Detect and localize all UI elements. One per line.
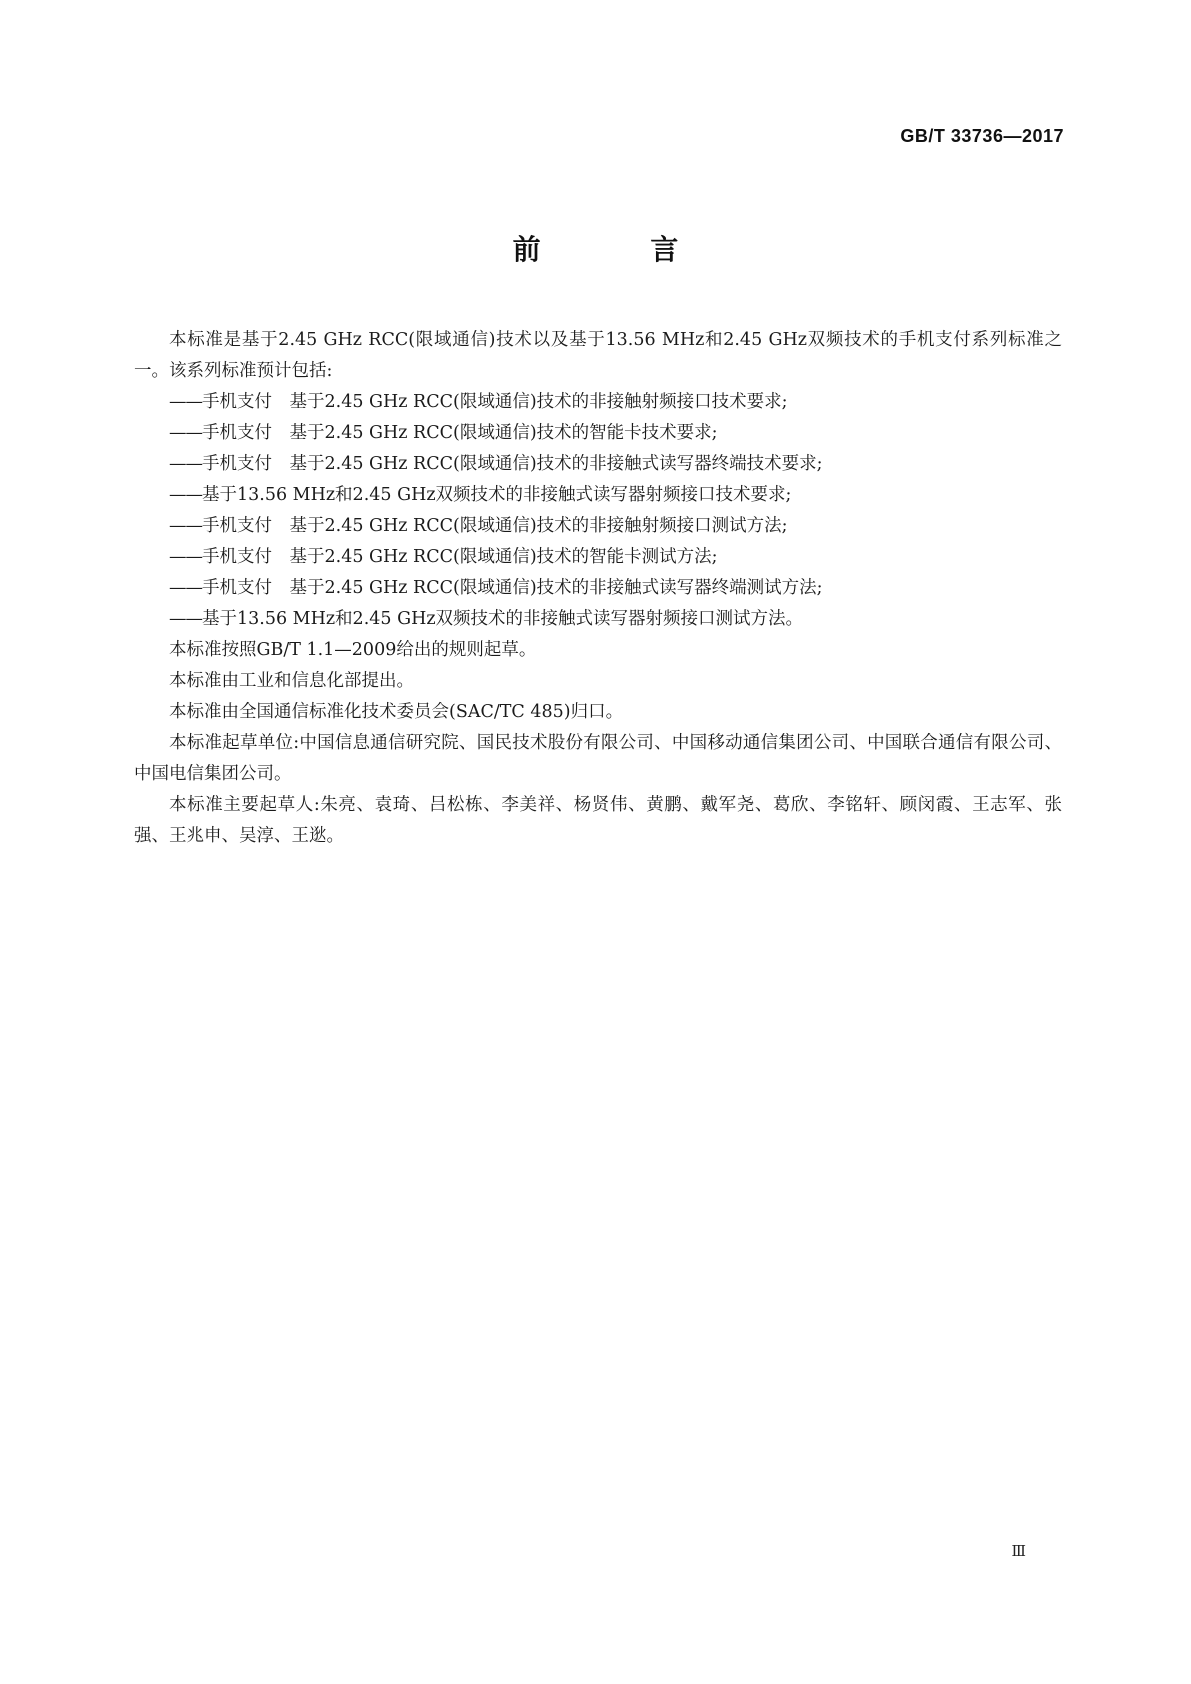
standard-code: GB/T 33736—2017 xyxy=(900,126,1064,146)
page-number: Ⅲ xyxy=(1011,1544,1026,1560)
drafters-paragraph: 本标准主要起草人:朱亮、袁琦、吕松栋、李美祥、杨贤伟、黄鹏、戴军尧、葛欣、李铭轩、顾闵霞、王志军、张强、王兆申、吴淳、王逖。 xyxy=(134,795,1062,846)
list-item xyxy=(134,449,1062,480)
list-item-prefix: 手机支付 xyxy=(202,547,272,567)
list-item-text: 基于2.45 GHz RCC(限域通信)技术的智能卡测试方法; xyxy=(289,547,718,567)
em-dash: —— xyxy=(169,423,202,443)
list-item-prefix: 手机支付 xyxy=(202,423,272,443)
series-list xyxy=(134,387,1062,635)
list-item xyxy=(134,604,1062,635)
list-item-text: 基于13.56 MHz和2.45 GHz双频技术的非接触式读写器射频接口技术要求; xyxy=(202,485,792,505)
list-item-prefix: 手机支付 xyxy=(202,578,272,598)
list-item-prefix: 手机支付 xyxy=(202,454,272,474)
list-item xyxy=(134,418,1062,449)
foreword-body xyxy=(134,325,1062,852)
list-item xyxy=(134,542,1062,573)
list-item-text: 基于2.45 GHz RCC(限域通信)技术的非接触射频接口技术要求; xyxy=(289,392,788,412)
em-dash: —— xyxy=(169,454,202,474)
list-item-text: 基于2.45 GHz RCC(限域通信)技术的非接触式读写器终端测试方法; xyxy=(289,578,823,598)
drafting-rules-paragraph: 本标准按照GB/T 1.1—2009给出的规则起草。 xyxy=(169,640,537,660)
list-item-text: 基于2.45 GHz RCC(限域通信)技术的智能卡技术要求; xyxy=(289,423,718,443)
list-item xyxy=(134,387,1062,418)
list-item xyxy=(134,480,1062,511)
list-item-text: 基于2.45 GHz RCC(限域通信)技术的非接触射频接口测试方法; xyxy=(289,516,788,536)
em-dash: —— xyxy=(169,485,202,505)
em-dash: —— xyxy=(169,609,202,629)
list-item xyxy=(134,573,1062,604)
list-item xyxy=(134,511,1062,542)
em-dash: —— xyxy=(169,516,202,536)
committee-paragraph: 本标准由全国通信标准化技术委员会(SAC/TC 485)归口。 xyxy=(169,702,624,722)
page-title: 前 言 xyxy=(512,233,729,266)
em-dash: —— xyxy=(169,547,202,567)
list-item-text: 基于2.45 GHz RCC(限域通信)技术的非接触式读写器终端技术要求; xyxy=(289,454,823,474)
drafting-units-paragraph: 本标准起草单位:中国信息通信研究院、国民技术股份有限公司、中国移动通信集团公司、中国联合通信有限公司、中国电信集团公司。 xyxy=(134,733,1062,784)
list-item-prefix: 手机支付 xyxy=(202,516,272,536)
list-item-prefix: 手机支付 xyxy=(202,392,272,412)
list-item-text: 基于13.56 MHz和2.45 GHz双频技术的非接触式读写器射频接口测试方法。 xyxy=(202,609,804,629)
proposer-paragraph: 本标准由工业和信息化部提出。 xyxy=(169,671,414,691)
em-dash: —— xyxy=(169,392,202,412)
intro-paragraph: 本标准是基于2.45 GHz RCC(限域通信)技术以及基于13.56 MHz和2.45 GHz双频技术的手机支付系列标准之一。该系列标准预计包括: xyxy=(134,330,1062,381)
em-dash: —— xyxy=(169,578,202,598)
